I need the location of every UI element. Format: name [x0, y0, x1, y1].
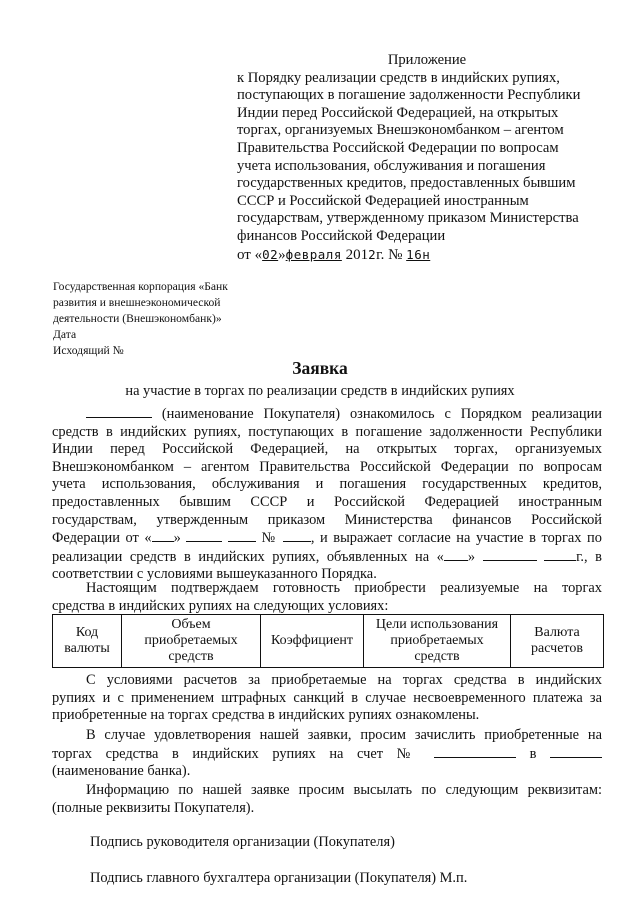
- appendix-block: [237, 52, 617, 246]
- paragraph-line: (полные реквизиты Покупателя).: [52, 799, 255, 816]
- year-blank: [228, 529, 256, 542]
- paragraph-account: [52, 727, 602, 781]
- date-number-label: г. №: [376, 247, 407, 263]
- date-label: Дата: [53, 328, 77, 341]
- paragraph-line: (наименование Покупателя) ознакомилось с Порядком реализации: [52, 405, 602, 424]
- addressee-line: развития и внешнеэкономической: [53, 296, 221, 309]
- paragraph-line: средств в индийских рупиях, поступающих в погашение задолженности Республики: [52, 423, 602, 440]
- table-header-row: [53, 615, 604, 668]
- paragraph-confirmation: [52, 580, 602, 615]
- signature-accountant-label: Подпись главного бухгалтера организации (Покупателя) М.п.: [90, 870, 468, 886]
- appendix-line: поступающих в погашение задолженности Республики: [237, 87, 581, 104]
- buyer-name-blank: [86, 405, 152, 418]
- date-prefix: от «: [237, 247, 263, 263]
- appendix-line: торгах, организуемых Внешэкономбанком – агентом: [237, 122, 564, 139]
- appendix-line: учета использования, обслуживания и погашения: [237, 157, 546, 174]
- paragraph-line: торгах средства в индийских рупиях на счет № в: [52, 745, 602, 764]
- appendix-line: государствам, утвержденному приказом Министерства: [237, 210, 579, 227]
- day-blank: [152, 529, 174, 542]
- addressee-block: [53, 279, 263, 359]
- order-number: 16н: [406, 247, 431, 262]
- month-blank: [186, 529, 222, 542]
- paragraph-line: предоставленных бывшим СССР и Российской Федерацией иностранным: [52, 493, 602, 510]
- paragraph-settlement-terms: [52, 672, 602, 725]
- paragraph-line: В случае удовлетворения нашей заявки, просим зачислить приобретенные на: [86, 727, 602, 743]
- auction-month-blank: [483, 548, 537, 561]
- account-number-blank: [434, 745, 516, 758]
- addressee-line: деятельности (Внешэкономбанк)»: [53, 312, 222, 325]
- column-currency-code: Код валюты: [53, 615, 122, 668]
- paragraph-contact-details: [52, 782, 602, 817]
- date-quote: »: [278, 247, 286, 263]
- paragraph-line: Информацию по нашей заявке просим высылать по следующим реквизитам:: [86, 782, 602, 798]
- column-coefficient: Коэффициент: [261, 615, 364, 668]
- date-day: 02: [262, 247, 279, 262]
- auction-day-blank: [444, 548, 468, 561]
- paragraph-line: реализации средств в индийских рупиях, объявленных на « » г., в: [52, 548, 602, 565]
- conditions-table: [52, 614, 604, 668]
- appendix-line: СССР и Российской Федерацией иностранным: [237, 192, 529, 209]
- outgoing-number-label: Исходящий №: [53, 344, 124, 357]
- order-date-line: [237, 247, 430, 264]
- paragraph-line: Внешэкономбанком – агентом Правительства Российской Федерации по вопросам: [52, 458, 602, 475]
- paragraph-acknowledgement: [52, 405, 602, 584]
- document-title: Заявка: [292, 358, 348, 378]
- paragraph-line: Настоящим подтверждаем готовность приобрести реализуемые на торгах: [86, 580, 602, 596]
- paragraph-line: соответствии с условиями вышеуказанного Порядка.: [52, 566, 377, 583]
- signature-head-label: Подпись руководителя организации (Покупателя): [90, 834, 395, 850]
- paragraph-line: Федерации от « » № , и выражает согласие на участие в торгах по: [52, 530, 602, 547]
- appendix-line: финансов Российской Федерации: [237, 227, 446, 244]
- paragraph-line: государствам, утвержденным приказом Министерства финансов Российской: [52, 511, 602, 528]
- paragraph-line: (наименование банка).: [52, 763, 191, 780]
- paragraph-line: рупиях и с применением штрафных санкций в случае несвоевременного платежа за: [52, 689, 602, 706]
- appendix-line: Правительства Российской Федерации по вопросам: [237, 139, 559, 156]
- date-month: февраля: [285, 247, 342, 262]
- bank-name-blank: [550, 745, 602, 758]
- paragraph-line: средства в индийских рупиях на следующих условиях:: [52, 597, 389, 614]
- addressee-line: Государственная корпорация «Банк: [53, 280, 228, 293]
- column-volume: Объем приобретаемых средств: [122, 615, 261, 668]
- appendix-line: государственных кредитов, предоставленных бывшим: [237, 175, 576, 192]
- appendix-title: Приложение: [387, 52, 467, 68]
- appendix-line: к Порядку реализации средств в индийских рупиях,: [237, 69, 560, 86]
- date-year-digit: 2: [368, 247, 377, 262]
- order-number-blank: [283, 529, 311, 542]
- document-subtitle: на участие в торгах по реализации средств в индийских рупиях: [125, 383, 515, 399]
- date-year-prefix: 201: [341, 247, 369, 263]
- column-settlement-currency: Валюта расчетов: [511, 615, 604, 668]
- paragraph-line: Индии перед Российской Федерацией, на открытых торгах, организуемых: [52, 441, 602, 458]
- paragraph-line: учета использования, обслуживания и погашения государственных кредитов,: [52, 476, 602, 493]
- appendix-line: Индии перед Российской Федерацией, на открытых: [237, 104, 559, 121]
- paragraph-line: С условиями расчетов за приобретаемые на торгах средства в индийских: [86, 672, 602, 688]
- column-purpose: Цели использования приобретаемых средств: [364, 615, 511, 668]
- auction-year-blank: [544, 548, 576, 561]
- paragraph-line: приобретенные на торгах средства в индийских рупиях ознакомлены.: [52, 707, 480, 724]
